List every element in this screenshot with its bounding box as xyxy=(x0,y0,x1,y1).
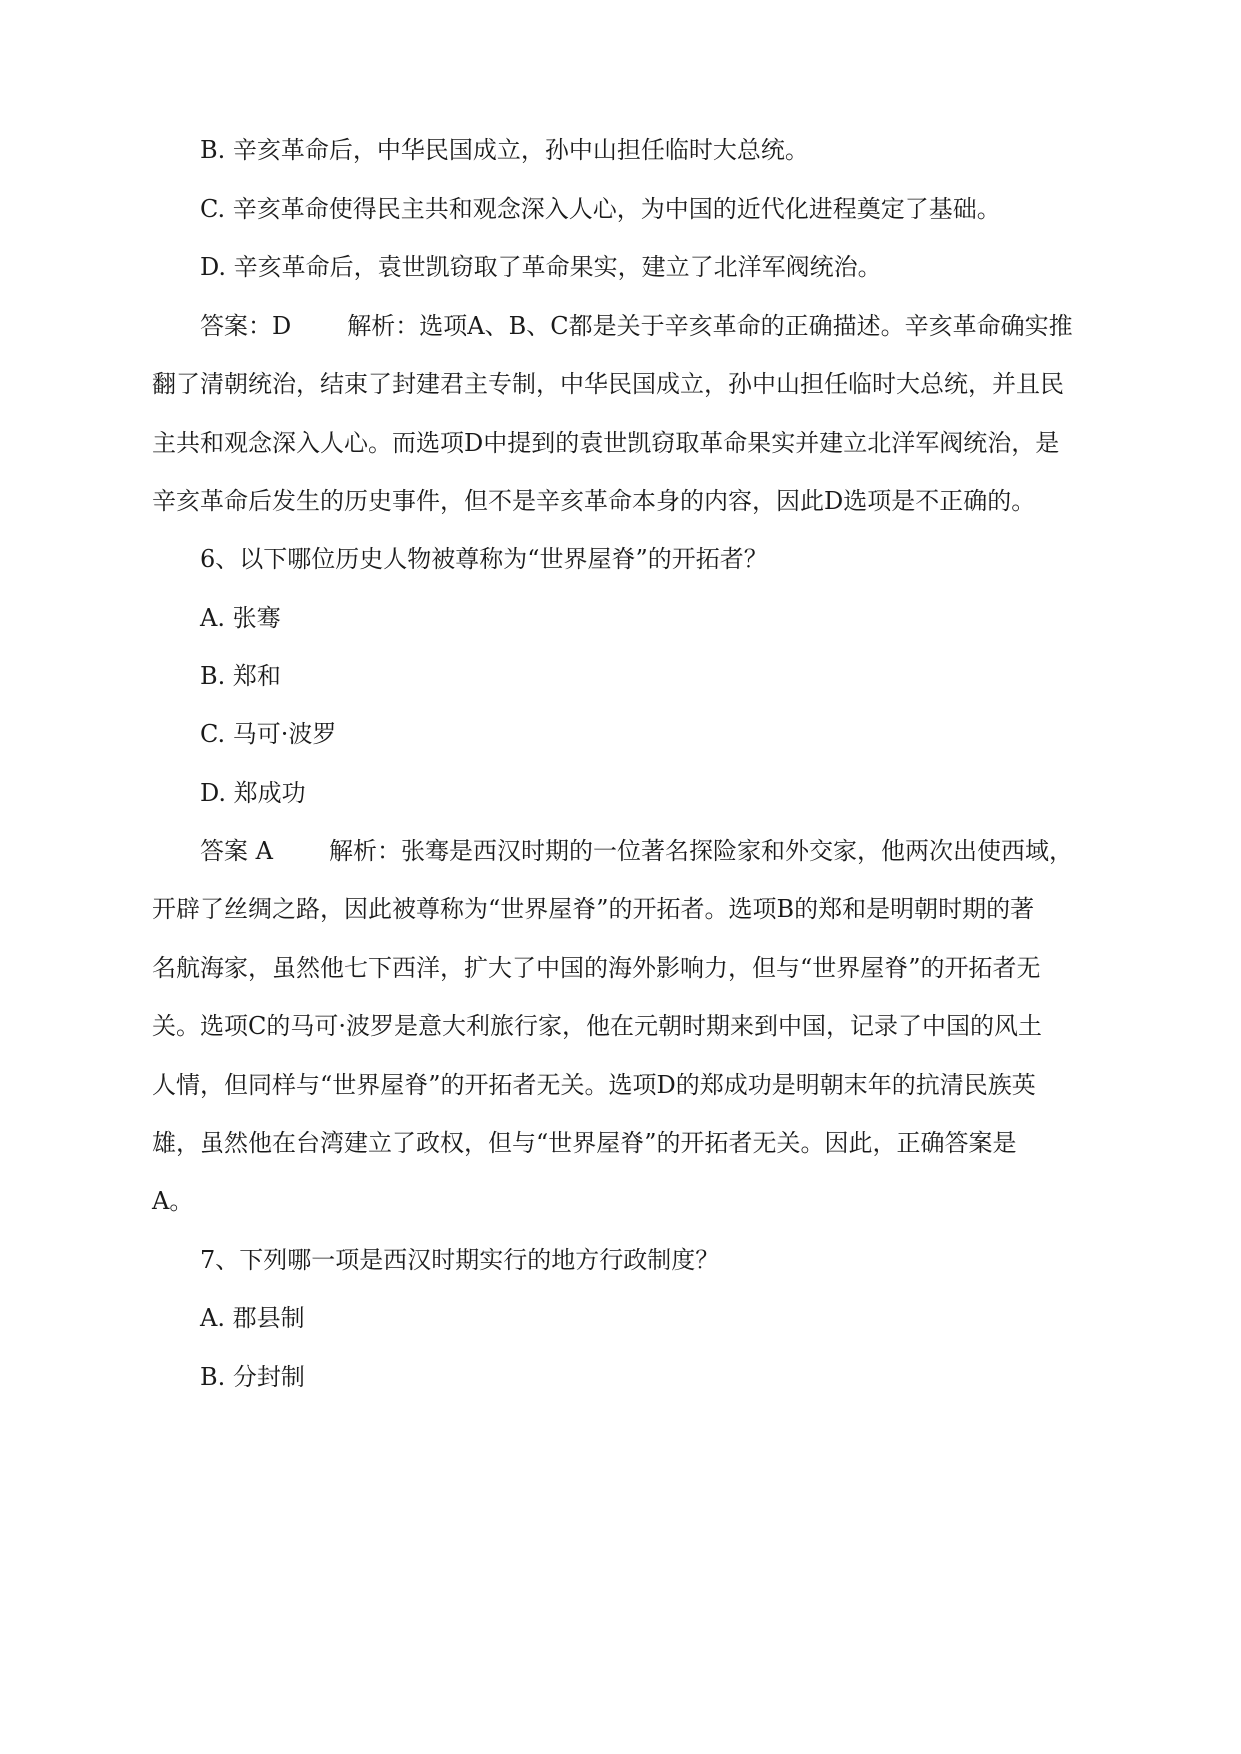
q6-answer-paragraph-line xyxy=(0,835,1241,867)
option-d: D. 辛亥革命后，袁世凯窃取了革命果实，建立了北洋军阀统治。 xyxy=(200,253,882,281)
q6-explanation-line: 人情，但同样与“世界屋脊”的开拓者无关。选项D的郑成功是明朝末年的抗清民族英 xyxy=(152,1071,1036,1099)
q6-explanation-line: 关。选项C的马可·波罗是意大利旅行家，他在元朝时期来到中国，记录了中国的风土 xyxy=(152,1012,1042,1040)
q6-explanation-line: 开辟了丝绸之路，因此被尊称为“世界屋脊”的开拓者。选项B的郑和是明朝时期的著 xyxy=(152,895,1035,923)
question-7: 7、下列哪一项是西汉时期实行的地方行政制度？ xyxy=(200,1246,720,1274)
q6-explanation-text: 解析：张骞是西汉时期的一位著名探险家和外交家，他两次出使西域， xyxy=(328,837,1073,865)
q6-option-c: C. 马可·波罗 xyxy=(200,720,337,748)
answer-label: 答案：D xyxy=(200,312,292,340)
q6-explanation-line: A。 xyxy=(152,1187,194,1215)
q6-option-d: D. 郑成功 xyxy=(200,779,306,807)
q6-option-a: A. 张骞 xyxy=(200,604,281,632)
option-c: C. 辛亥革命使得民主共和观念深入人心，为中国的近代化进程奠定了基础。 xyxy=(200,195,1001,223)
explanation-text: 解析：选项A、B、C都是关于辛亥革命的正确描述。辛亥革命确实推 xyxy=(347,312,1073,340)
explanation-line: 主共和观念深入人心。而选项D中提到的袁世凯窃取革命果实并建立北洋军阀统治，是 xyxy=(152,429,1060,457)
q6-explanation-line: 雄，虽然他在台湾建立了政权，但与“世界屋脊”的开拓者无关。因此，正确答案是 xyxy=(152,1129,1017,1157)
question-6: 6、以下哪位历史人物被尊称为“世界屋脊”的开拓者？ xyxy=(200,545,768,573)
q6-answer-label: 答案 A xyxy=(200,837,273,865)
q6-explanation-line: 名航海家，虽然他七下西洋，扩大了中国的海外影响力，但与“世界屋脊”的开拓者无 xyxy=(152,954,1041,982)
answer-paragraph-line xyxy=(0,310,1241,342)
option-b: B. 辛亥革命后，中华民国成立，孙中山担任临时大总统。 xyxy=(200,136,809,164)
q6-option-b: B. 郑和 xyxy=(200,662,281,690)
q7-option-a: A. 郡县制 xyxy=(200,1304,305,1332)
q7-option-b: B. 分封制 xyxy=(200,1363,305,1391)
explanation-line: 辛亥革命后发生的历史事件，但不是辛亥革命本身的内容，因此D选项是不正确的。 xyxy=(152,487,1036,515)
explanation-line: 翻了清朝统治，结束了封建君主专制，中华民国成立，孙中山担任临时大总统，并且民 xyxy=(152,370,1064,398)
